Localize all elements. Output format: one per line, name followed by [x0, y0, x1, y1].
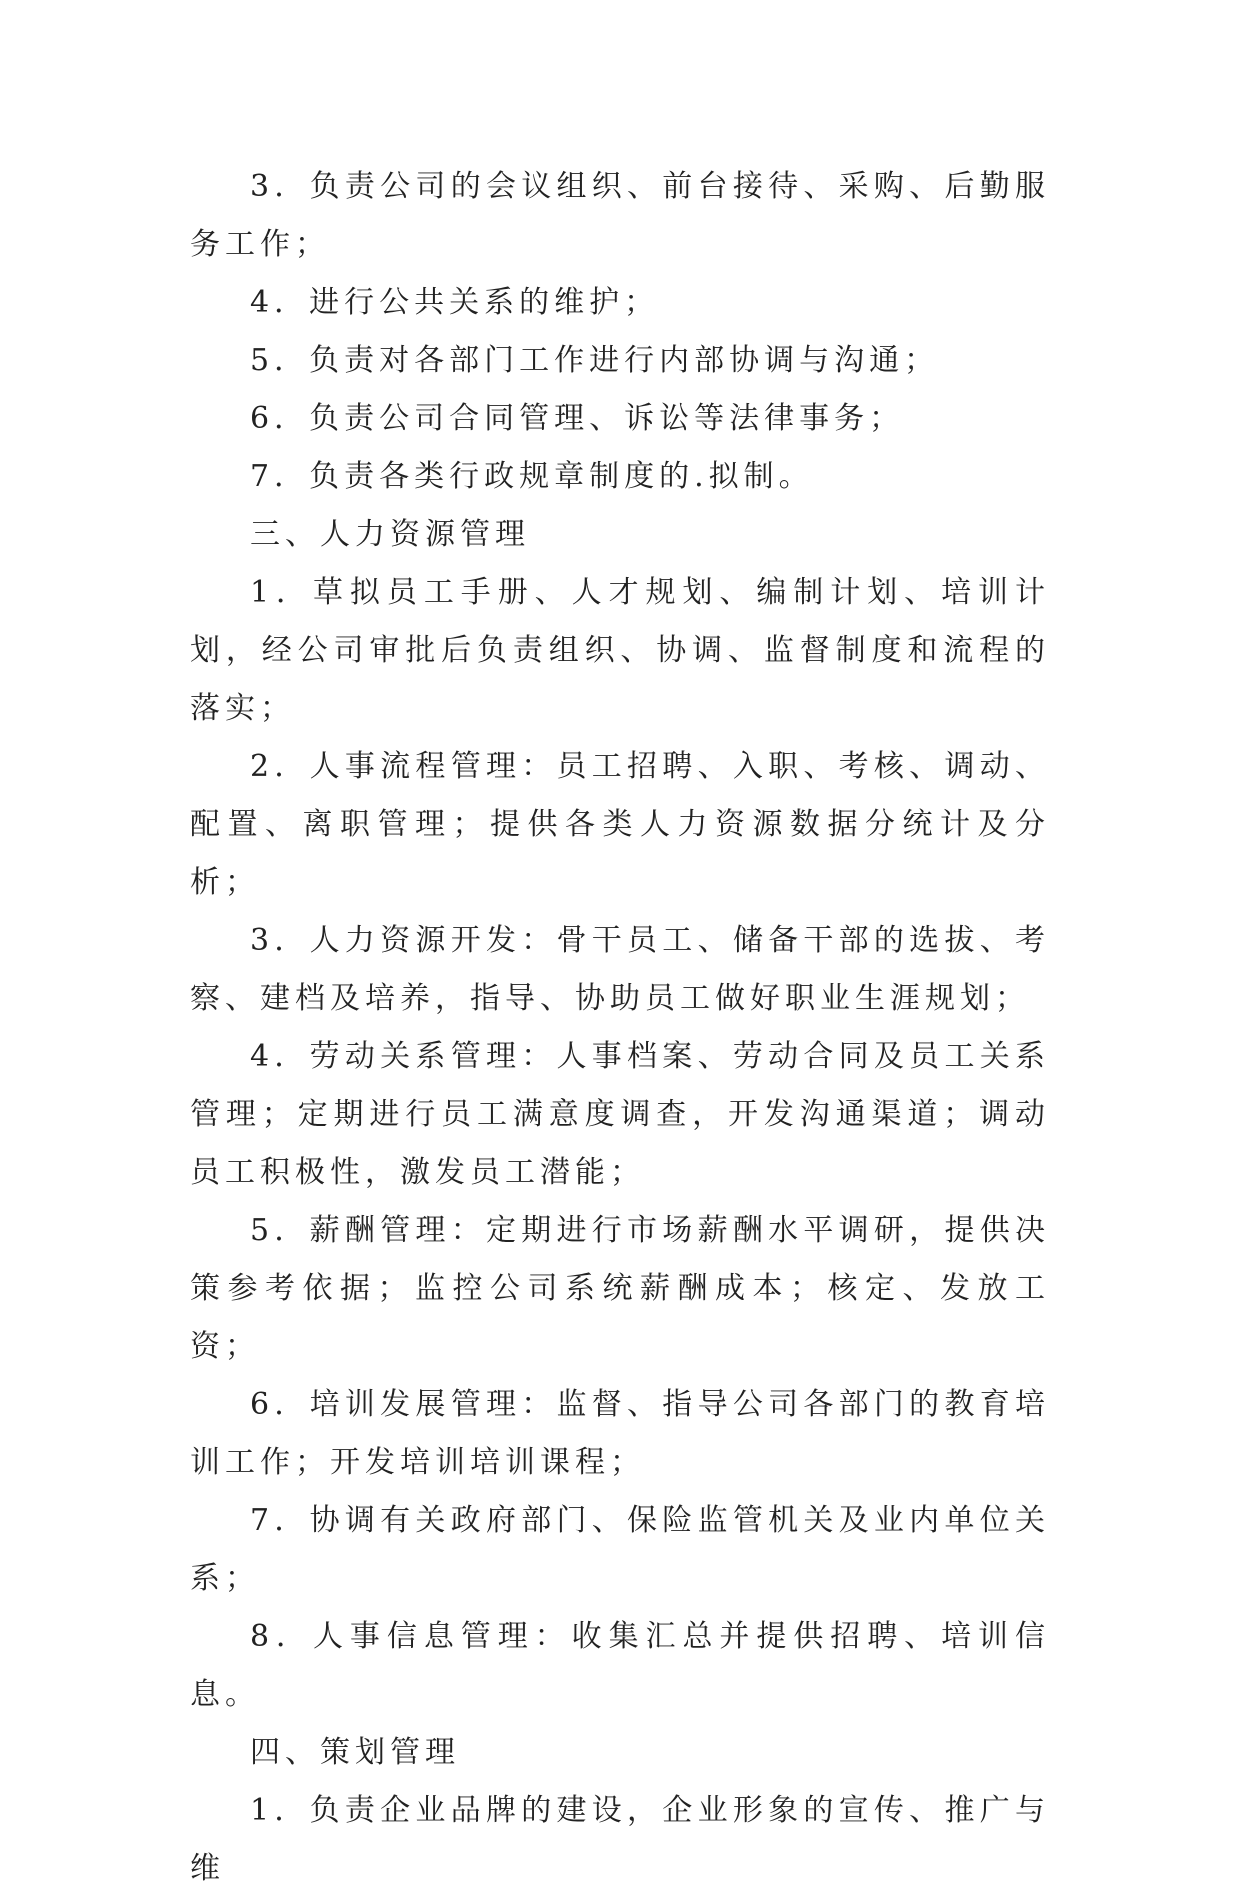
paragraph-item-7: 7．负责各类行政规章制度的.拟制。 [250, 459, 814, 494]
section-heading-planning: 四、策划管理 [250, 1735, 460, 1770]
hr-item-3: 3．人力资源开发：骨干员工、储备干部的选拔、考察、建档及培养，指导、协助员工做好职业生涯规划； [190, 923, 1050, 1016]
hr-item-1: 1．草拟员工手册、人才规划、编制计划、培训计划，经公司审批后负责组织、协调、监督制度和流程的落实； [190, 575, 1050, 726]
hr-item-4: 4．劳动关系管理：人事档案、劳动合同及员工关系管理；定期进行员工满意度调查，开发沟通渠道；调动员工积极性，激发员工潜能； [190, 1039, 1050, 1190]
section-heading-hr: 三、人力资源管理 [250, 517, 530, 552]
planning-item-1: 1．负责企业品牌的建设，企业形象的宣传、推广与维 [190, 1793, 1050, 1886]
paragraph-item-4: 4．进行公共关系的维护； [250, 285, 660, 320]
paragraph-item-6: 6．负责公司合同管理、诉讼等法律事务； [250, 401, 905, 436]
document-body [190, 158, 1050, 1898]
hr-item-6: 6．培训发展管理：监督、指导公司各部门的教育培训工作；开发培训培训课程； [190, 1387, 1050, 1480]
hr-item-2: 2．人事流程管理：员工招聘、入职、考核、调动、配置、离职管理；提供各类人力资源数据分统计及分析； [190, 749, 1050, 900]
hr-item-5: 5．薪酬管理：定期进行市场薪酬水平调研，提供决策参考依据；监控公司系统薪酬成本；核定、发放工资； [190, 1213, 1050, 1364]
paragraph-item-5: 5．负责对各部门工作进行内部协调与沟通； [250, 343, 940, 378]
hr-item-7: 7．协调有关政府部门、保险监管机关及业内单位关系； [190, 1503, 1050, 1596]
paragraph-item-3: 3．负责公司的会议组织、前台接待、采购、后勤服务工作； [190, 169, 1050, 262]
hr-item-8: 8．人事信息管理：收集汇总并提供招聘、培训信息。 [190, 1619, 1050, 1712]
